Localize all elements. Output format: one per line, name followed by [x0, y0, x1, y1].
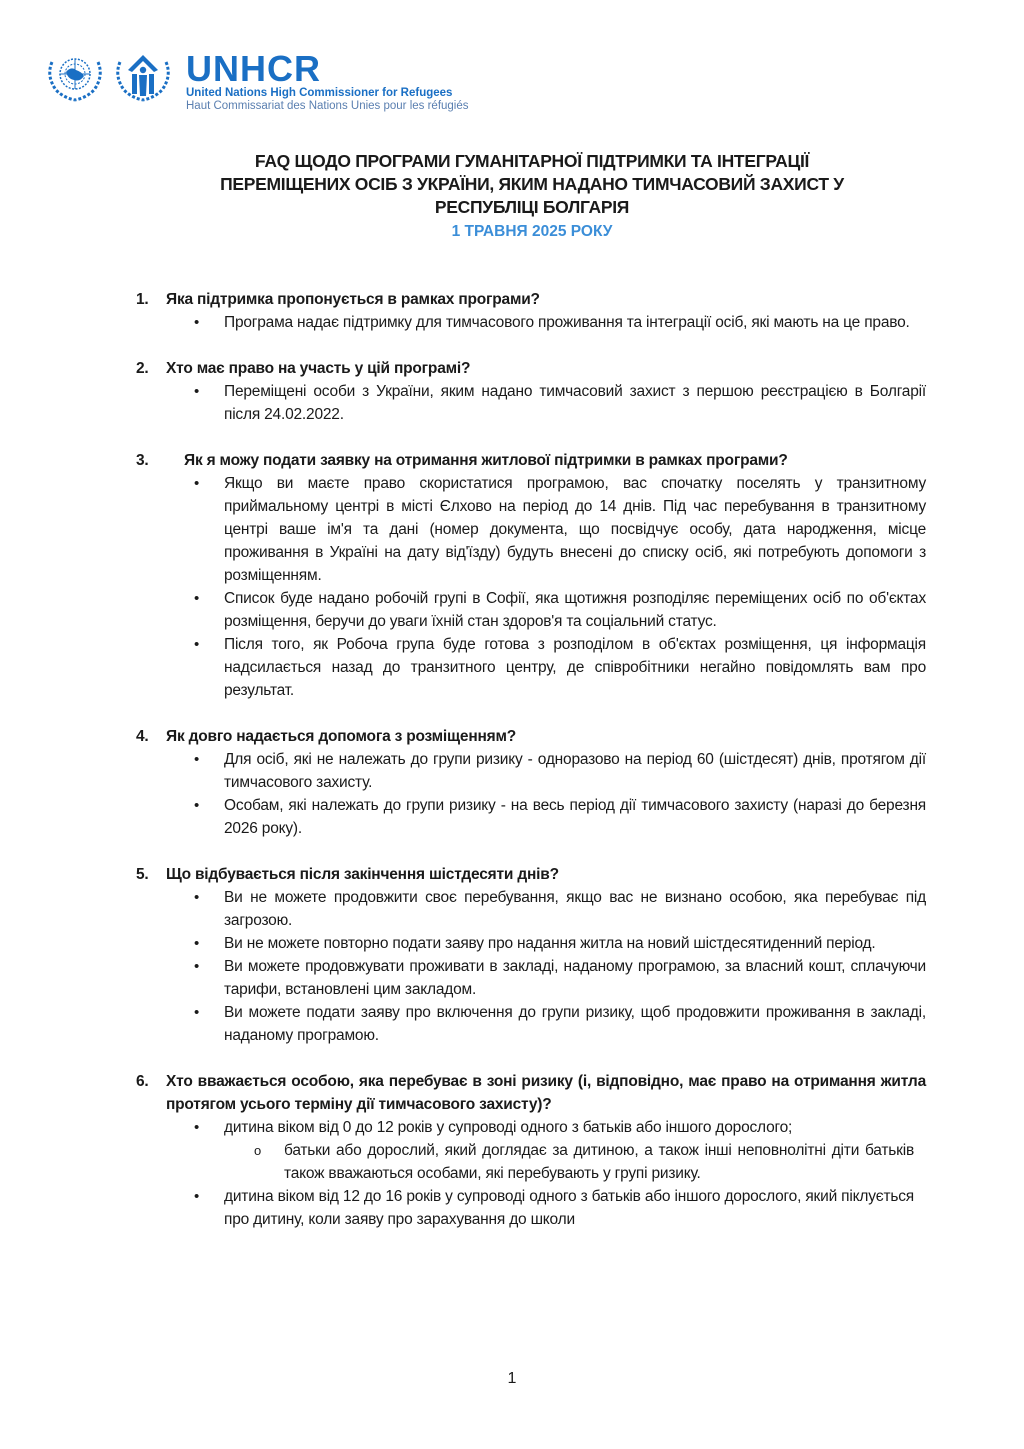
answer-bullet [194, 311, 926, 334]
bullet-icon: • [194, 889, 200, 906]
document-title [100, 150, 964, 243]
bullet-icon: • [194, 751, 200, 768]
answer-text: Після того, як Робоча група буде готова з розподілом в об'єктах розміщення, ця інформація надсилається назад до транзитного центру, де співробітники негайно повідомлять вам про результат. [224, 636, 926, 699]
faq-question [136, 449, 926, 472]
unhcr-logo [44, 50, 469, 120]
bullet-icon: • [194, 797, 200, 814]
question-text: Хто вважається особою, яка перебуває в зоні ризику (і, відповідно, має право на отримання житла протягом усього терміну дії тимчасового захисту)? [166, 1073, 926, 1113]
answer-text: Список буде надано робочій групі в Софії, яка щотижня розподіляє переміщених осіб по об'єктах розміщення, беручи до уваги їхній стан здоров'я та соціальний статус. [224, 590, 926, 630]
faq-list [136, 288, 926, 1254]
answer-bullet [194, 932, 926, 955]
faq-item [136, 357, 926, 426]
answer-sub-bullet [254, 1139, 926, 1185]
faq-question [136, 725, 926, 748]
answer-bullet [194, 472, 926, 587]
question-text: Яка підтримка пропонується в рамках програми? [166, 291, 540, 308]
faq-question [136, 288, 926, 311]
logo-french-name: Haut Commissariat des Nations Unies pour les réfugiés [186, 100, 469, 112]
bullet-icon: • [194, 383, 200, 400]
question-text: Як довго надається допомога з розміщенням? [166, 728, 517, 745]
bullet-icon: • [194, 935, 200, 952]
answer-bullet [194, 886, 926, 932]
answer-text: Для осіб, які не належать до групи ризику - одноразово на період 60 (шістдесят) днів, протягом дії тимчасового захисту. [224, 751, 926, 791]
logo-english-name: United Nations High Commissioner for Refugees [186, 87, 453, 99]
question-number: 3. [136, 452, 149, 469]
title-line: FAQ ЩОДО ПРОГРАМИ ГУМАНІТАРНОЇ ПІДТРИМКИ ТА ІНТЕГРАЦІЇ [254, 151, 810, 171]
answer-bullet [194, 633, 926, 702]
faq-item [136, 288, 926, 334]
bullet-icon: • [194, 636, 200, 653]
title-line: РЕСПУБЛІЦІ БОЛГАРІЯ [434, 197, 630, 217]
answer-bullet [194, 1116, 926, 1139]
answer-bullet [194, 587, 926, 633]
bullet-icon: • [194, 590, 200, 607]
answer-text: Ви не можете повторно подати заяву про надання житла на новий шістдесятиденний період. [224, 935, 876, 952]
answer-text: Ви можете продовжувати проживати в закладі, наданому програмою, за власний кошт, сплачуючи тарифи, встановлені цим закладом. [224, 958, 926, 998]
question-number: 5. [136, 866, 149, 883]
bullet-icon: • [194, 1119, 200, 1136]
answer-bullet [194, 955, 926, 1001]
question-number: 2. [136, 360, 149, 377]
faq-question [136, 357, 926, 380]
unhcr-emblem-icon [112, 50, 174, 102]
question-text: Що відбувається після закінчення шістдесяти днів? [166, 866, 559, 883]
answer-bullet [194, 748, 926, 794]
answer-text: дитина віком від 0 до 12 років у супроводі одного з батьків або іншого дорослого; [224, 1119, 793, 1136]
answer-text: Якщо ви маєте право скористатися програмою, вас спочатку поселять у транзитному приймальному центрі в місті Єлхово на період до 14 днів. Під час перебування в транзитному центрі ваше ім'я та дані (номер документа, що посвідчує особу, дата народження, місце проживання в Україні на дату від'їзду) будуть внесені до списку осіб, які потребують допомоги з розміщенням. [224, 475, 926, 584]
document-date: 1 ТРАВНЯ 2025 РОКУ [451, 223, 613, 240]
faq-item [136, 1070, 926, 1231]
faq-item [136, 863, 926, 1047]
logo-wordmark [186, 48, 469, 113]
bullet-icon: • [194, 1188, 200, 1205]
faq-item [136, 725, 926, 840]
answer-text: батьки або дорослий, який доглядає за дитиною, а також інші неповнолітні діти батьків також вважаються особами, які перебувають у групі ризику. [284, 1142, 914, 1182]
bullet-icon: • [194, 1004, 200, 1021]
answer-bullet [194, 1185, 926, 1231]
bullet-icon: • [194, 958, 200, 975]
question-number: 1. [136, 291, 149, 308]
faq-question [136, 1070, 926, 1116]
answer-text: Переміщені особи з України, яким надано тимчасовий захист з першою реєстрацією в Болгарії після 24.02.2022. [224, 383, 926, 423]
answer-bullet [194, 794, 926, 840]
answer-text: Ви можете подати заяву про включення до групи ризику, щоб продовжити проживання в закладі, наданому програмою. [224, 1004, 926, 1044]
un-emblem-icon [44, 50, 106, 102]
answer-bullet [194, 380, 926, 426]
title-line: ПЕРЕМІЩЕНИХ ОСІБ З УКРАЇНИ, ЯКИМ НАДАНО ТИМЧАСОВИЙ ЗАХИСТ У [220, 174, 844, 194]
question-number: 4. [136, 728, 149, 745]
faq-item [136, 449, 926, 702]
question-text: Як я можу подати заявку на отримання житлової підтримки в рамках програми? [184, 452, 788, 469]
circle-bullet-icon: o [254, 1143, 262, 1158]
logo-acronym: UNHCR [186, 48, 321, 89]
bullet-icon: • [194, 475, 200, 492]
answer-text: дитина віком від 12 до 16 років у супроводі одного з батьків або іншого дорослого, який піклується про дитину, коли заяву про зарахування до школи [224, 1188, 914, 1228]
question-text: Хто має право на участь у цій програмі? [166, 360, 471, 377]
answer-text: Програма надає підтримку для тимчасового проживання та інтеграції осіб, які мають на це право. [224, 314, 910, 331]
answer-text: Ви не можете продовжити своє перебування, якщо вас не визнано особою, яка перебуває під загрозою. [224, 889, 926, 929]
bullet-icon: • [194, 314, 200, 331]
page-number: 1 [507, 1370, 517, 1387]
faq-question [136, 863, 926, 886]
question-number: 6. [136, 1073, 149, 1090]
answer-bullet [194, 1001, 926, 1047]
answer-text: Особам, які належать до групи ризику - на весь період дії тимчасового захисту (наразі до березня 2026 року). [224, 797, 926, 837]
